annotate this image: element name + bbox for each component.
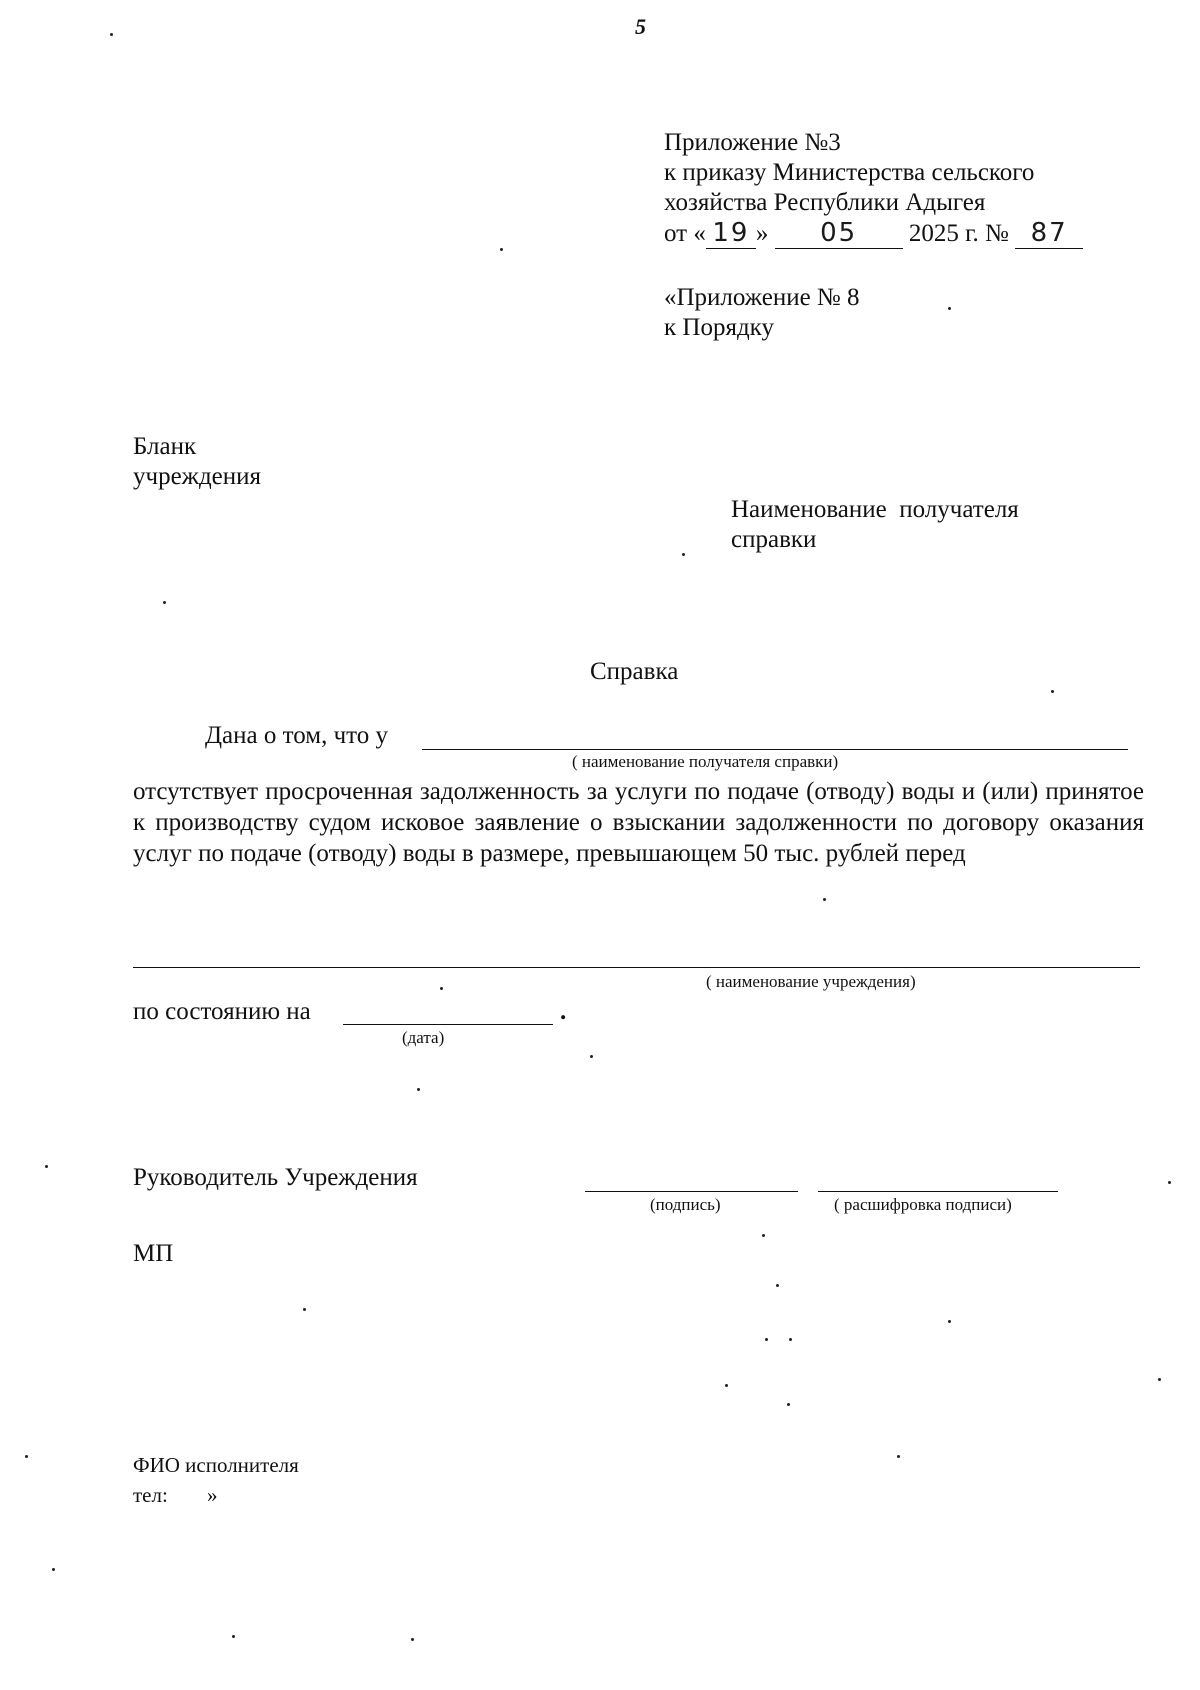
recipient-caption: ( наименование получателя справки) bbox=[572, 752, 839, 771]
scan-speck bbox=[303, 1308, 306, 1311]
as-of-prefix: по состоянию на bbox=[133, 998, 311, 1025]
phone-label: тел: bbox=[133, 1483, 168, 1507]
appendix-ref-line2: к Порядку bbox=[664, 314, 774, 341]
scan-speck bbox=[776, 1284, 779, 1287]
statement-paragraph: отсутствует просроченная задолженность за услуги по подаче (отводу) воды и (или) принятое к производству судом исковое заявление о взыскании задолженности по договору оказания услуг по подаче (отводу) воды в размере, превышающем 50 тыс. рублей перед bbox=[133, 778, 1144, 867]
order-number: 87 bbox=[1015, 218, 1083, 249]
scan-speck bbox=[52, 1568, 55, 1571]
scan-speck bbox=[163, 601, 166, 604]
stamp-label: МП bbox=[133, 1240, 174, 1267]
scan-speck bbox=[411, 1638, 414, 1641]
closing-quote: » bbox=[207, 1483, 218, 1507]
scan-speck bbox=[1051, 690, 1054, 693]
recipient-block bbox=[731, 495, 1019, 555]
institution-caption: ( наименование учреждения) bbox=[706, 972, 916, 991]
page-number: 5 bbox=[635, 14, 646, 39]
scan-speck bbox=[787, 1403, 790, 1406]
decoding-caption: ( расшифровка подписи) bbox=[834, 1195, 1012, 1214]
scan-speck bbox=[897, 1455, 900, 1458]
appendix-reference bbox=[664, 283, 860, 343]
scan-speck bbox=[232, 1635, 235, 1638]
as-of-suffix: . bbox=[560, 998, 567, 1025]
scan-speck bbox=[110, 33, 113, 36]
date-month: 05 bbox=[775, 218, 903, 249]
executor-label: ФИО исполнителя bbox=[133, 1453, 299, 1477]
date-day: 19 bbox=[706, 218, 756, 249]
scan-speck bbox=[682, 553, 685, 556]
appendix-header bbox=[664, 128, 1083, 249]
date-mid: » bbox=[755, 220, 769, 247]
signature-underline bbox=[585, 1191, 798, 1192]
scan-speck bbox=[440, 987, 443, 990]
document-title: Справка bbox=[590, 658, 679, 685]
scan-speck bbox=[823, 898, 826, 901]
scan-speck bbox=[25, 1455, 28, 1458]
scan-speck bbox=[789, 1338, 792, 1341]
appendix-date-line bbox=[664, 218, 1083, 249]
institution-blank bbox=[133, 432, 261, 492]
recipient-line1: Наименование получателя bbox=[731, 496, 1019, 523]
institution-underline bbox=[133, 967, 1140, 968]
date-prefix: от « bbox=[664, 220, 706, 247]
scan-speck bbox=[765, 1338, 768, 1341]
institution-blank-line1: Бланк bbox=[133, 433, 197, 460]
scan-speck bbox=[762, 1234, 765, 1237]
appendix-order-line: к приказу Министерства сельского bbox=[664, 159, 1035, 186]
appendix-ref-line1: «Приложение № 8 bbox=[664, 284, 860, 311]
recipient-underline bbox=[422, 749, 1128, 750]
scan-speck bbox=[948, 307, 951, 310]
scan-speck bbox=[417, 1088, 420, 1091]
signature-caption: (подпись) bbox=[650, 1195, 721, 1214]
scan-speck bbox=[1158, 1378, 1161, 1381]
appendix-ministry-line: хозяйства Республики Адыгея bbox=[664, 189, 986, 216]
recipient-line2: справки bbox=[731, 526, 817, 553]
appendix-title: Приложение №3 bbox=[664, 129, 841, 156]
institution-blank-line2: учреждения bbox=[133, 463, 262, 490]
date-underline bbox=[343, 1024, 553, 1025]
given-prefix: Дана о том, что у bbox=[205, 722, 388, 749]
scan-speck bbox=[45, 1165, 48, 1168]
scan-speck bbox=[590, 1055, 593, 1058]
scan-speck bbox=[1168, 1181, 1171, 1184]
date-caption: (дата) bbox=[402, 1028, 445, 1047]
scan-speck bbox=[948, 1320, 951, 1323]
head-label: Руководитель Учреждения bbox=[133, 1164, 418, 1191]
date-year: 2025 г. № bbox=[908, 220, 1009, 247]
decoding-underline bbox=[818, 1191, 1058, 1192]
scan-speck bbox=[725, 1384, 728, 1387]
scan-speck bbox=[500, 248, 503, 251]
